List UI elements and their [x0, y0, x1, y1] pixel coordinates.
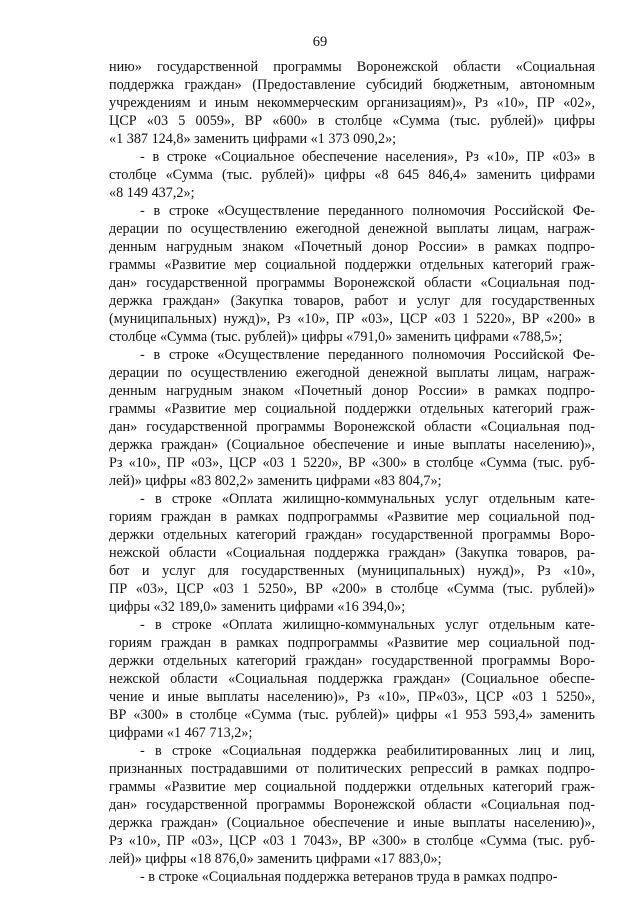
text-line: - в строке «Оплата жилищно-коммунальных услуг отдельным кате- [140, 491, 595, 507]
text-line: учреждениям и иным некоммерческим организациям)», Рз «10», ПР «02», [109, 95, 595, 111]
text-line: ВР «300» в столбце «Сумма (тыс. рублей)» цифры «1 953 593,4» заменить [109, 707, 595, 723]
text-line: чение и иные выплаты населению)», Рз «10», ПР«03», ЦСР «03 1 5250», [109, 689, 595, 705]
text-line: держка граждан» (Закупка товаров, работ и услуг для государственных [109, 293, 595, 309]
text-line: гориям граждан в рамках подпрограммы «Развитие мер социальной под- [109, 635, 595, 651]
text-line: цифры «32 189,0» заменить цифрами «16 394,0»; [109, 599, 406, 615]
text-line: столбце «Сумма (тыс. рублей)» цифры «8 645 846,4» заменить цифрами [109, 167, 595, 183]
text-line: - в строке «Социальная поддержка ветеранов труда в рамках подпро- [140, 869, 558, 885]
text-line: - в строке «Осуществление переданного полномочия Российской Фе- [140, 347, 595, 363]
text-line: признанных пострадавшими от политических репрессий в рамках подпро- [109, 761, 595, 777]
text-line: граммы «Развитие мер социальной поддержки отдельных категорий граж- [109, 401, 595, 417]
text-line: держка граждан» (Социальное обеспечение и иные выплаты населению)», [109, 437, 595, 453]
text-line: держки отдельных категорий граждан» государственной программы Воро- [109, 527, 595, 543]
text-line: ПР «03», ЦСР «03 1 5250», ВР «200» в столбце «Сумма (тыс. рублей)» [109, 581, 595, 597]
page-number: 69 [312, 34, 328, 50]
text-line: Рз «10», ПР «03», ЦСР «03 1 7043», ВР «300» в столбце «Сумма (тыс. руб- [109, 833, 595, 849]
text-line: (муниципальных) нужд)», Рз «10», ПР «03», ЦСР «03 1 5220», ВР «200» в [109, 311, 595, 327]
text-line: дерации по осуществлению ежегодной денежной выплаты лицам, награж- [109, 365, 595, 381]
text-line: поддержка граждан» (Предоставление субсидий бюджетным, автономным [109, 77, 595, 93]
text-line: нию» государственной программы Воронежской области «Социальная [109, 59, 595, 75]
text-line: нежской области «Социальная поддержка граждан» (Социальное обеспе- [109, 671, 595, 687]
text-line: дан» государственной программы Воронежской области «Социальная под- [109, 797, 595, 813]
text-line: ЦСР «03 5 0059», ВР «600» в столбце «Сумма (тыс. рублей)» цифры [109, 113, 595, 129]
text-line: дан» государственной программы Воронежской области «Социальная под- [109, 419, 595, 435]
text-line: держки отдельных категорий граждан» государственной программы Воро- [109, 653, 595, 669]
text-line: лей)» цифры «83 802,2» заменить цифрами «83 804,7»; [109, 473, 442, 489]
text-line: граммы «Развитие мер социальной поддержки отдельных категорий граж- [109, 779, 595, 795]
text-line: цифрами «1 467 713,2»; [109, 725, 253, 741]
text-line: - в строке «Оплата жилищно-коммунальных услуг отдельным кате- [140, 617, 595, 633]
text-line: гориям граждан в рамках подпрограммы «Развитие мер социальной под- [109, 509, 595, 525]
text-line: денным нагрудным знаком «Почетный донор России» в рамках подпро- [109, 383, 595, 399]
text-line: столбце «Сумма (тыс. рублей)» цифры «791,0» заменить цифрами «788,5»; [109, 329, 563, 345]
text-line: - в строке «Социальная поддержка реабилитированных лиц и лиц, [140, 743, 595, 759]
text-line: «8 149 437,2»; [109, 185, 195, 201]
text-line: «1 387 124,8» заменить цифрами «1 373 090,2»; [109, 131, 397, 147]
text-line: - в строке «Социальное обеспечение населения», Рз «10», ПР «03» в [140, 149, 595, 165]
text-line: - в строке «Осуществление переданного полномочия Российской Фе- [140, 203, 595, 219]
text-line: граммы «Развитие мер социальной поддержки отдельных категорий граж- [109, 257, 595, 273]
text-line: держка граждан» (Социальное обеспечение и иные выплаты населению)», [109, 815, 595, 831]
text-line: нежской области «Социальная поддержка граждан» (Закупка товаров, ра- [109, 545, 595, 561]
text-line: дан» государственной программы Воронежской области «Социальная под- [109, 275, 595, 291]
text-line: лей)» цифры «18 876,0» заменить цифрами «17 883,0»; [109, 851, 442, 867]
text-line: Рз «10», ПР «03», ЦСР «03 1 5220», ВР «300» в столбце «Сумма (тыс. руб- [109, 455, 595, 471]
text-line: дерации по осуществлению ежегодной денежной выплаты лицам, награж- [109, 221, 595, 237]
text-line: денным нагрудным знаком «Почетный донор России» в рамках подпро- [109, 239, 595, 255]
text-line: бот и услуг для государственных (муниципальных) нужд)», Рз «10», [109, 563, 595, 579]
